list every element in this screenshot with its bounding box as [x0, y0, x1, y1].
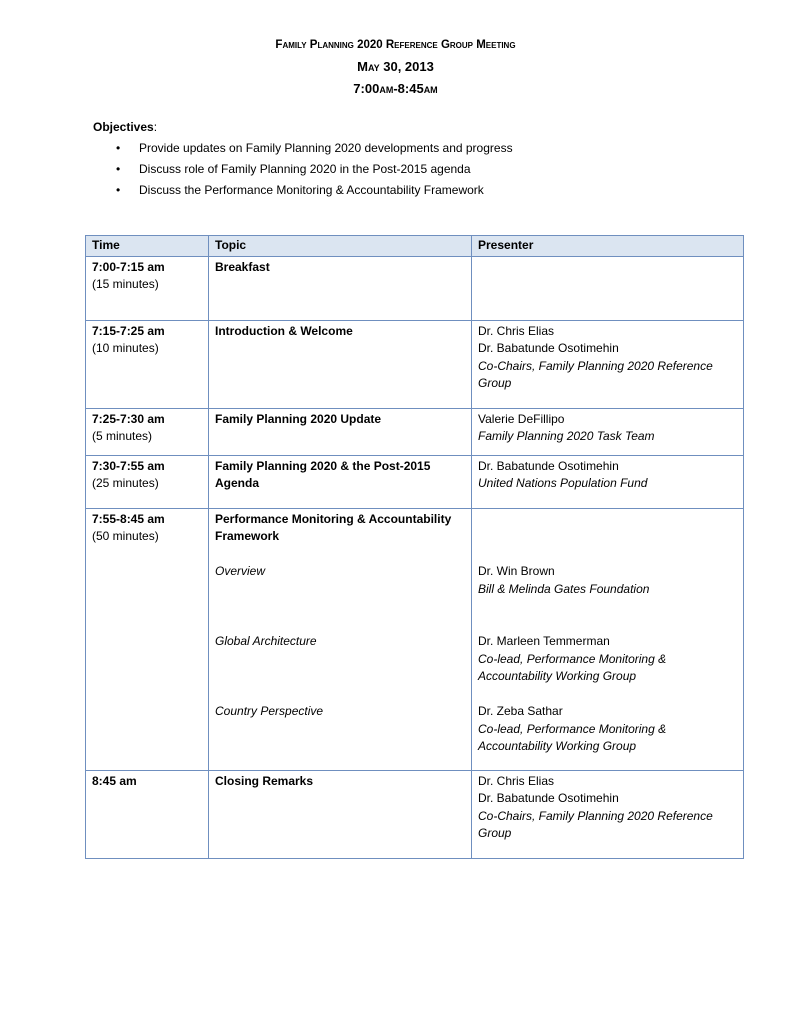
subtopic-title: Country Perspective — [215, 704, 324, 718]
presenter-name: Dr. Win Brown — [478, 564, 555, 578]
topic-title: Performance Monitoring & Accountability Framework — [215, 511, 452, 543]
subtopic-title: Global Architecture — [215, 634, 317, 648]
meeting-time — [0, 81, 791, 97]
bullet-icon: • — [116, 183, 121, 197]
header-presenter: Presenter — [472, 236, 744, 257]
presenter-name: Dr. Babatunde Osotimehin — [478, 458, 619, 473]
presenter-cell — [472, 256, 744, 320]
duration: (25 minutes) — [92, 476, 159, 490]
presenter-name: Dr. Chris Elias — [478, 323, 555, 338]
topic-cell — [209, 455, 472, 508]
time-cell — [86, 770, 209, 858]
presenter-affiliation: Family Planning 2020 Task Team — [478, 429, 655, 443]
table-row — [86, 455, 744, 508]
topic-title: Family Planning 2020 & the Post-2015 Agenda — [215, 458, 431, 490]
presenter-affiliation: Co-Chairs, Family Planning 2020 Reference Group — [478, 808, 713, 840]
presenter-affiliation: Bill & Melinda Gates Foundation — [478, 581, 650, 596]
topic-title: Family Planning 2020 Update — [215, 411, 382, 426]
time-range: 7:25-7:30 am — [92, 411, 165, 426]
topic-cell — [209, 508, 472, 770]
meeting-title: Family Planning 2020 Reference Group Meeting — [275, 39, 516, 51]
topic-title: Breakfast — [215, 259, 270, 274]
header-topic: Topic — [209, 236, 472, 257]
presenter-affiliation: Co-Chairs, Family Planning 2020 Reference Group — [478, 358, 713, 390]
table-row — [86, 508, 744, 770]
time-cell — [86, 408, 209, 455]
table-header-row — [86, 236, 744, 257]
subtopic-title: Overview — [215, 564, 266, 578]
time-range: 7:30-7:55 am — [92, 458, 165, 473]
presenter-affiliation: Co-lead, Performance Monitoring & Accountability Working Group — [478, 721, 667, 753]
bullet-icon: • — [116, 141, 121, 155]
time-range: 8:45 am — [92, 773, 137, 788]
topic-cell — [209, 320, 472, 408]
presenter-cell — [472, 320, 744, 408]
presenter-cell — [472, 508, 744, 770]
objectives-section — [93, 118, 733, 201]
table-row — [86, 320, 744, 408]
topic-title: Closing Remarks — [215, 773, 314, 788]
time-cell — [86, 320, 209, 408]
objective-text: Discuss role of Family Planning 2020 in the Post-2015 agenda — [139, 162, 471, 176]
objectives-label: Objectives — [93, 120, 154, 134]
duration: (50 minutes) — [92, 529, 159, 543]
presenter-affiliation: United Nations Population Fund — [478, 476, 648, 490]
presenter-affiliation: Co-lead, Performance Monitoring & Accountability Working Group — [478, 651, 667, 683]
time-end: -8:45 — [393, 81, 424, 96]
topic-title: Introduction & Welcome — [215, 323, 353, 338]
objective-item — [93, 180, 733, 201]
header-time: Time — [86, 236, 209, 257]
meeting-date-text: May 30, 2013 — [357, 59, 434, 74]
presenter-name: Dr. Babatunde Osotimehin — [478, 341, 619, 355]
presenter-cell — [472, 770, 744, 858]
time-range: 7:15-7:25 am — [92, 323, 165, 338]
objectives-list — [93, 138, 733, 201]
objective-item — [93, 138, 733, 159]
table-row — [86, 408, 744, 455]
presenter-name: Valerie DeFillipo — [478, 411, 565, 426]
objective-item — [93, 159, 733, 180]
duration: (15 minutes) — [92, 277, 159, 291]
time-range: 7:55-8:45 am — [92, 511, 165, 526]
topic-cell — [209, 256, 472, 320]
table-row — [86, 770, 744, 858]
objective-text: Discuss the Performance Monitoring & Accountability Framework — [139, 183, 484, 197]
bullet-icon: • — [116, 162, 121, 176]
table-row — [86, 256, 744, 320]
time-start: 7:00 — [353, 81, 380, 96]
topic-cell — [209, 770, 472, 858]
time-cell — [86, 256, 209, 320]
presenter-name: Dr. Marleen Temmerman — [478, 634, 610, 648]
time-end-suffix: am — [423, 81, 438, 96]
duration: (10 minutes) — [92, 341, 159, 355]
presenter-cell — [472, 455, 744, 508]
presenter-name: Dr. Chris Elias — [478, 773, 555, 788]
presenter-name: Dr. Zeba Sathar — [478, 704, 563, 718]
topic-cell — [209, 408, 472, 455]
presenter-name: Dr. Babatunde Osotimehin — [478, 791, 619, 805]
time-start-suffix: am — [379, 81, 394, 96]
agenda-table — [85, 235, 744, 859]
objective-text: Provide updates on Family Planning 2020 developments and progress — [139, 141, 513, 155]
objectives-heading: Objectives: — [93, 120, 158, 134]
presenter-cell — [472, 408, 744, 455]
duration: (5 minutes) — [92, 429, 153, 443]
time-range: 7:00-7:15 am — [92, 259, 165, 274]
time-cell — [86, 508, 209, 770]
meeting-date — [0, 59, 791, 75]
time-cell — [86, 455, 209, 508]
